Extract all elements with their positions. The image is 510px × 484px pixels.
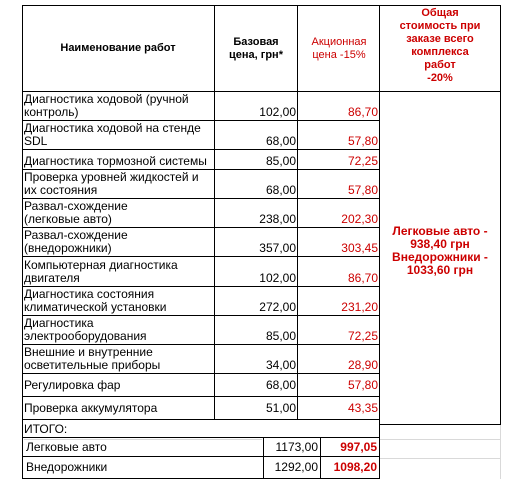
- header-base: Базовая цена, грн*: [229, 36, 283, 61]
- border-total-bottom: [380, 424, 501, 425]
- totals-label: ИТОГО:: [24, 422, 68, 436]
- complex-price: Легковые авто - 938,40 грн Внедорожники - 1033,60 грн: [392, 224, 488, 277]
- base-price: 102,00: [259, 105, 296, 119]
- service-name: Внешние и внутренние осветительные приборы: [24, 345, 161, 372]
- base-price: 68,00: [265, 134, 296, 148]
- base-price: 357,00: [259, 241, 296, 255]
- promo-price: 28,90: [347, 358, 378, 372]
- base-price: 85,00: [265, 154, 296, 168]
- row-line: [22, 256, 379, 257]
- service-name: Диагностика состояния климатической установки: [24, 287, 167, 314]
- promo-price: 57,80: [347, 378, 378, 392]
- gridline: [380, 439, 500, 440]
- totals-line: [22, 437, 380, 438]
- promo-price: 57,80: [347, 183, 378, 197]
- promo-price: 303,45: [341, 241, 378, 255]
- totals-col: [379, 424, 380, 479]
- service-name: Регулировка фар: [24, 378, 121, 392]
- totals-promo: 1098,20: [333, 460, 377, 474]
- border-col-total: [379, 5, 380, 425]
- service-name: Проверка уровней жидкостей и их состояния: [24, 170, 199, 197]
- row-line: [22, 373, 379, 374]
- totals-name: Легковые авто: [26, 440, 107, 454]
- totals-name: Внедорожники: [26, 460, 108, 474]
- row-line: [22, 149, 379, 150]
- base-price: 102,00: [259, 271, 296, 285]
- base-price: 68,00: [265, 378, 296, 392]
- gridline: [380, 458, 500, 459]
- base-price: 272,00: [259, 300, 296, 314]
- service-name: Диагностика ходовой (ручной контроль): [24, 92, 189, 119]
- gridline: [500, 424, 501, 479]
- header-total: Общая стоимость при заказе всего комплекса работ -20%: [399, 7, 481, 84]
- totals-line: [22, 478, 380, 479]
- promo-price: 202,30: [341, 212, 378, 226]
- totals-promo: 997,05: [340, 440, 377, 454]
- base-price: 238,00: [259, 212, 296, 226]
- promo-price: 86,70: [347, 105, 378, 119]
- base-price: 51,00: [265, 401, 296, 415]
- base-price: 34,00: [265, 358, 296, 372]
- promo-price: 43,35: [347, 401, 378, 415]
- header-promo: Акционная цена -15%: [311, 36, 367, 61]
- border-col-base: [214, 5, 215, 420]
- border-left: [22, 5, 23, 479]
- border-top: [22, 5, 501, 6]
- row-line: [22, 396, 379, 397]
- service-name: Компьютерная диагностика двигателя: [24, 258, 178, 285]
- promo-price: 57,80: [347, 134, 378, 148]
- service-name: Развал-схождение (внедорожники): [24, 228, 128, 255]
- service-name: Развал-схождение (легковые авто): [24, 199, 128, 226]
- base-price: 68,00: [265, 183, 296, 197]
- base-price: 85,00: [265, 329, 296, 343]
- service-name: Проверка аккумулятора: [24, 401, 158, 415]
- service-name: Диагностика тормозной системы: [24, 154, 207, 168]
- totals-base: 1292,00: [274, 460, 318, 474]
- totals-base: 1173,00: [275, 440, 318, 454]
- header-name: Наименование работ: [60, 42, 176, 54]
- promo-price: 72,25: [347, 329, 378, 343]
- promo-price: 231,20: [341, 300, 378, 314]
- row-line: [22, 419, 379, 420]
- service-name: Диагностика ходовой на стенде SDL: [24, 121, 201, 148]
- promo-price: 72,25: [347, 154, 378, 168]
- promo-price: 86,70: [347, 271, 378, 285]
- border-right: [500, 5, 501, 425]
- service-name: Диагностика электрооборудования: [24, 316, 147, 343]
- totals-line: [22, 456, 380, 457]
